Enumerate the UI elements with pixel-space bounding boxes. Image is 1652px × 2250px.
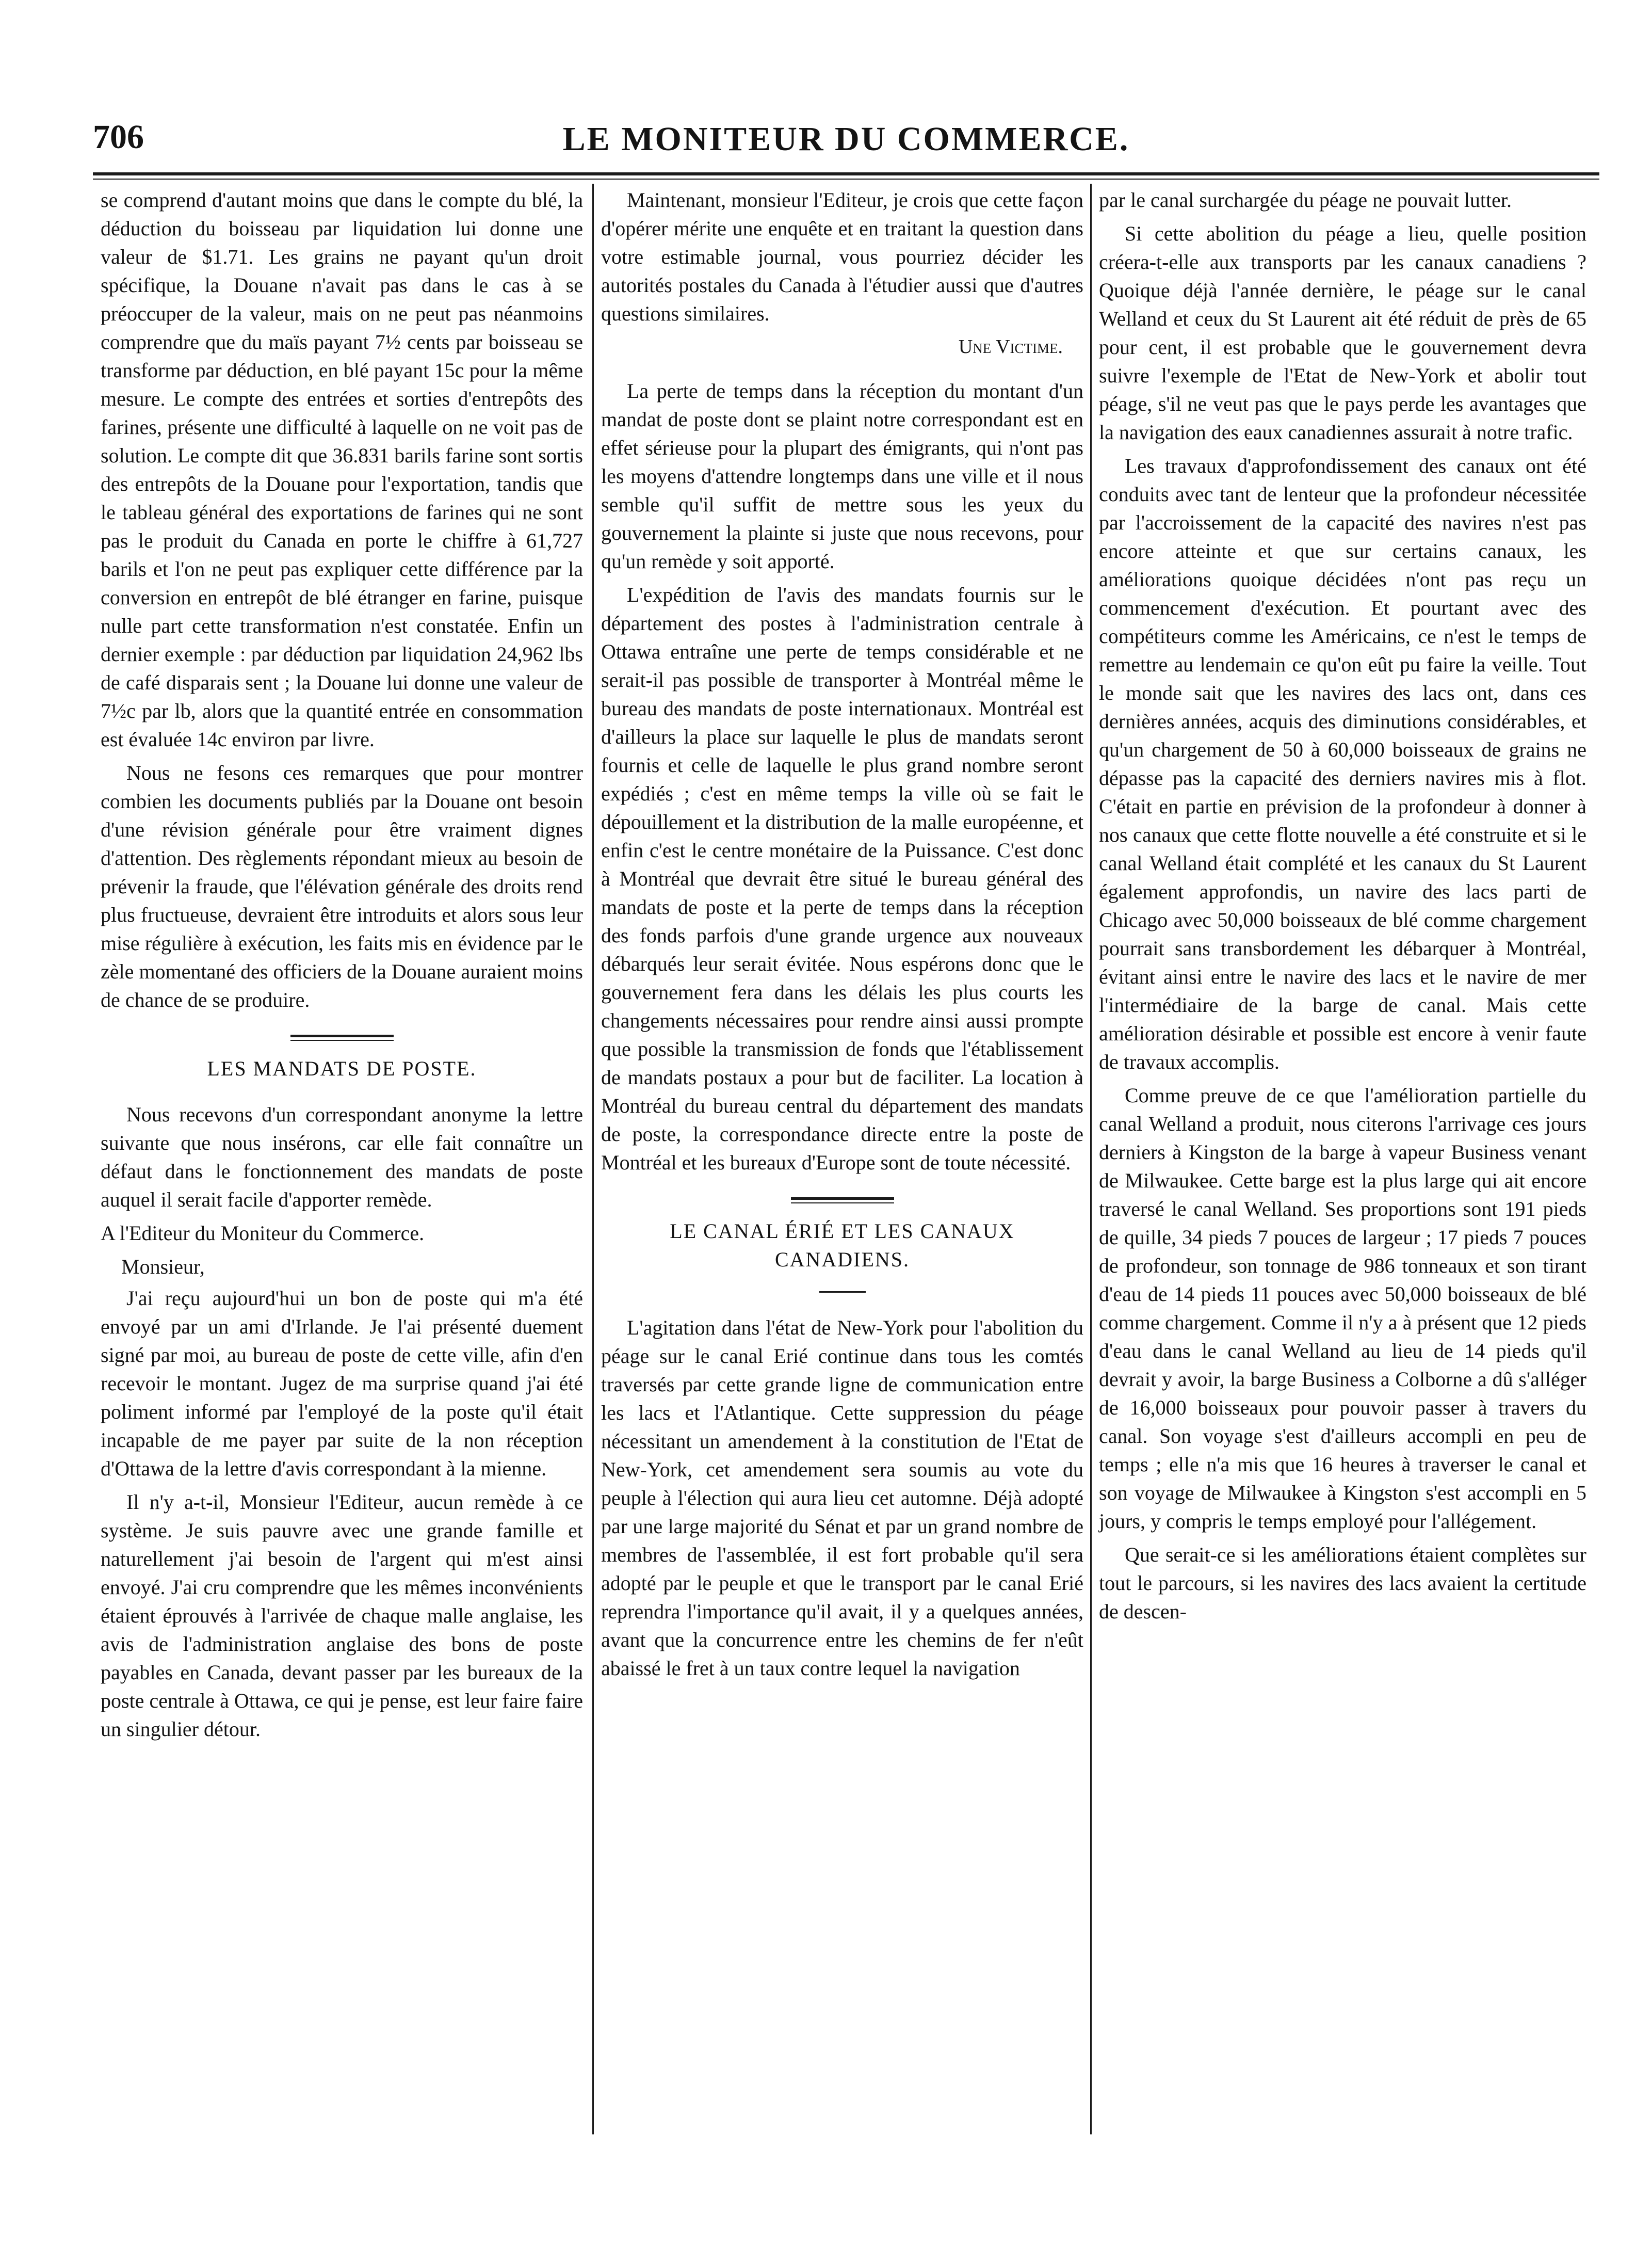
article-paragraph: L'agitation dans l'état de New-York pour l'abolition du péage sur le canal Erié continue dans tous les comtés traversés par cette grande ligne de communication entre les lacs et l'Atlantique. Cette suppression du péage nécessitant un amendement à la constitution de l'Etat de New-York, cet amendement sera soumis au vote du peuple à l'élection qui aura lieu cet automne. Déjà adopté par une large majorité du Sénat et par un grand nombre de membres de l'assemblée, il est fort probable qu'il sera adopté par le peuple et que le transport par le canal Erié reprendra l'importance qu'il avait, il y a quelques années, avant que la concurrence entre les chemins de fer n'eût abaissé le fret à un taux contre lequel la navigation	[601, 1316, 1083, 1680]
column-divider	[592, 184, 594, 2134]
column-2	[601, 186, 1083, 1687]
newspaper-title: LE MONITEUR DU COMMERCE.	[562, 120, 1130, 158]
article-paragraph: Si cette abolition du péage a lieu, quelle position créera-t-elle aux transports par les canaux canadiens ? Quoique déjà l'année dernière, le péage sur le canal Welland et ceux du St Laurent ait été réduit de près de 65 pour cent, il est probable que le gouvernement devra suivre l'exemple de l'Etat de New-York et abolir tout péage, s'il ne veut pas que le pays perde les avantages que la navigation des eaux canadiennes assurait à notre trafic.	[1099, 222, 1586, 444]
column-3	[1099, 186, 1586, 1631]
article-paragraph: Nous recevons d'un correspondant anonyme la lettre suivante que nous insérons, car elle fait connaître un défaut dans le fonctionnement des mandats de poste auquel il serait facile d'apporter remède.	[101, 1103, 583, 1211]
column-divider	[1090, 184, 1092, 2134]
article-paragraph: Nous ne fesons ces remarques que pour montrer combien les documents publiés par la Douane ont besoin d'une révision générale pour être vraiment dignes d'attention. Des règlements répondant mieux au besoin de prévenir la fraude, que l'élévation générale des droits rend plus fructueuse, devraient être introduits et alors sous leur mise régulière à exécution, les faits mis en évidence par le zèle momentané des officiers de la Douane auraient moins de chance de se produire.	[101, 761, 583, 1011]
article-paragraph: se comprend d'autant moins que dans le compte du blé, la déduction du boisseau par liquidation lui donne une valeur de $1.71. Les grains ne payant qu'un droit spécifique, la Douane n'avait pas dans le cas à se préoccuper de la valeur, mais on ne peut pas néanmoins comprendre que du maïs payant 7½ cents par boisseau se transforme par déduction, en blé payant 15c pour la même mesure. Le compte des entrées et sorties d'entrepôts des farines, présente une difficulté à laquelle on ne voit pas de solution. Le compte dit que 36.831 barils farine sont sortis des entrepôts de la Douane pour l'exportation, tandis que le tableau général des exportations de farines qui ne sont pas le produit du Canada en porte le chiffre à 61,727 barils et l'on ne peut pas expliquer cette différence par la conversion en entrepôt de blé étranger en farine, puisque nulle part cette transformation n'est constatée. Enfin un dernier exemple : par déduction par liquidation 24,962 lbs de café disparais sent ; la Douane lui donne une valeur de 7½c par lb, alors que la quantité entrée en consommation est évaluée 14c environ par livre.	[101, 188, 583, 751]
letter-signature: Une Victime.	[958, 336, 1063, 358]
letter-salutation: Monsieur,	[121, 1255, 205, 1278]
section-separator	[290, 1035, 394, 1041]
header-rule-thin	[93, 179, 1599, 180]
letter-paragraph: Il n'y a-t-il, Monsieur l'Editeur, aucun remède à ce système. Je suis pauvre avec une grande famille et naturellement j'ai besoin de l'argent qui m'est ainsi envoyé. J'ai cru comprendre que les mêmes inconvénients étaient éprouvés à l'arrivée de chaque malle anglaise, les avis de l'administration anglaise des bons de poste payables en Canada, devant passer par les bureaux de la poste centrale à Ottawa, ce qui je pense, est leur faire faire un singulier détour.	[101, 1490, 583, 1741]
article-paragraph: La perte de temps dans la réception du montant d'un mandat de poste dont se plaint notre correspondant est en effet sérieuse pour la plupart des émigrants, qui n'ont pas les moyens d'attendre longtemps dans une ville et il nous semble qu'il suffit de mettre sous les yeux du gouvernement la plainte si juste que nous recevons, pour qu'un remède y soit apporté.	[601, 379, 1083, 573]
letter-paragraph: Maintenant, monsieur l'Editeur, je crois que cette façon d'opérer mérite une enquête et en traitant la question dans votre estimable journal, vous pourriez décider les autorités postales du Canada à l'étudier aussi que d'autres questions similaires.	[601, 188, 1083, 325]
article-paragraph: Les travaux d'approfondissement des canaux ont été conduits avec tant de lenteur que la profondeur nécessitée par l'accroissement de la capacité des navires n'est pas encore atteinte et que sur certains canaux, les améliorations quoique décidées n'ont pas reçu un commencement d'exécution. Et pourtant avec des compétiteurs comme les Américains, ce n'est le temps de remettre au lendemain ce qu'on eût pu faire la veille. Tout le monde sait que les navires des lacs ont, dans ces dernières années, acquis des diminutions considérables, et qu'un chargement de 50 à 60,000 boisseaux de grains ne dépasse pas la capacité des derniers navires mis à flot. C'était en partie en prévision de la profondeur à donner à nos canaux que cette flotte nouvelle a été construite et si le canal Welland était complété et les canaux du St Laurent également approfondis, un navire des lacs parti de Chicago avec 50,000 boisseaux de blé comme chargement pourrait sans transbordement les débarquer à Montréal, évitant ainsi entre le navire des lacs et le navire de mer l'intermédiaire de la barge de canal. Mais cette amélioration désirable et possible est encore à venir faute de travaux accomplis.	[1099, 454, 1586, 1073]
letter-paragraph: J'ai reçu aujourd'hui un bon de poste qui m'a été envoyé par un ami d'Irlande. Je l'ai présenté duement signé par moi, au bureau de poste de cette ville, afin d'en recevoir le montant. Jugez de ma surprise quand j'ai été poliment informé par l'employé de la poste qu'il était incapable de me payer par suite de la non réception d'Ottawa de la lettre d'avis correspondant à la mienne.	[101, 1287, 583, 1480]
article-paragraph: Comme preuve de ce que l'amélioration partielle du canal Welland a produit, nous citerons l'arrivage ces jours derniers à Kingston de la barge à vapeur Business venant de Milwaukee. Cette barge est la plus large qui ait encore traversé le canal Welland. Ses proportions sont 191 pieds de quille, 34 pieds 7 pouces de largeur ; 17 pieds 7 pouces de profondeur, son tonnage de 986 tonneaux et son tirant d'eau de 14 pieds 11 pouces avec 50,000 boisseaux de blé comme chargement. Comme il n'y a à présent que 12 pieds d'eau dans le canal Welland au lieu de 14 pieds qu'il devrait y avoir, la barge Business a Colborne a dû s'alléger de 16,000 boisseaux pour pouvoir passer à travers du canal. Son voyage s'est d'ailleurs accompli en peu de temps ; elle n'a mis que 16 heures à traverser le canal et son voyage de Milwaukee à Kingston s'est accompli en 5 jours, y compris le temps employé pour l'allégement.	[1099, 1084, 1586, 1533]
article-paragraph: par le canal surchargée du péage ne pouvait lutter.	[1099, 188, 1512, 212]
header-rule	[93, 172, 1599, 175]
heading-underline	[819, 1291, 866, 1293]
column-1	[101, 186, 583, 1748]
article-paragraph: Que serait-ce si les améliorations étaient complètes sur tout le parcours, si les navires des lacs avaient la certitude de descen-	[1099, 1543, 1586, 1623]
section-separator	[791, 1197, 894, 1203]
page-header	[93, 118, 1599, 164]
article-paragraph: L'expédition de l'avis des mandats fournis sur le département des postes à l'administration centrale à Ottawa entraîne une perte de temps considérable et ne serait-il pas possible de transporter à Montréal même le bureau des mandats de poste internationaux. Montréal est d'ailleurs la place sur laquelle le plus de mandats seront fournis et celle de laquelle le plus grand nombre seront expédiés ; c'est en même temps la ville où se fait le dépouillement et la distribution de la malle européenne, et enfin c'est le centre monétaire de la Puissance. C'est donc à Montréal que devrait être situé le bureau général des mandats de poste et la perte de temps dans la réception des fonds parfois d'une grande urgence aux nouveaux débarqués leur serait évitée. Nous espérons donc que le gouvernement fera dans les délais les plus courts les changements nécessaires pour rendre ainsi aussi prompte que possible la transmission de fonds que l'établissement de mandats postaux a pour but de faciliter. La location à Montréal du bureau central du département des mandats de poste, la correspondance directe entre la poste de Montréal et les bureaux d'Europe sont de toute nécessité.	[601, 583, 1083, 1174]
section-heading-mandats: LES MANDATS DE POSTE.	[207, 1057, 477, 1080]
letter-address: A l'Editeur du Moniteur du Commerce.	[101, 1222, 425, 1245]
page-number: 706	[93, 118, 144, 156]
section-heading-canal: LE CANAL ÉRIÉ ET LES CANAUX CANADIENS.	[670, 1219, 1015, 1271]
